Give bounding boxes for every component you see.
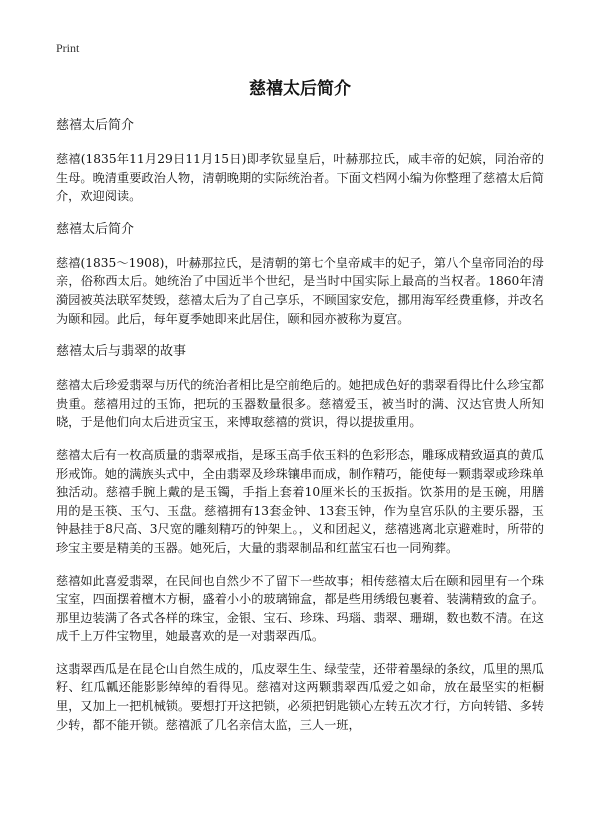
section-heading: 慈禧太后简介 [56, 221, 135, 237]
page-title: 慈禧太后简介 [249, 79, 351, 99]
section-heading: 慈禧太后与翡翠的故事 [56, 344, 187, 360]
paragraph: 慈禧如此喜爱翡翠，在民间也自然少不了留下一些故事；相传慈禧太后在颐和园里有一个珠宝室，四面摆着檀木方橱，盛着小小的玻璃锦盒，都是些用绣缎包裹着、装满精致的盒子。那里边装满了各式各样的珠宝，金银、宝石、珍珠、玛瑙、翡翠、珊瑚，数也数不清。在这成千上万件宝物里，她最喜欢的是一对翡翠西瓜。 [56, 573, 544, 644]
print-label: Print [56, 41, 80, 55]
paragraph: 慈禧太后有一枚高质量的翡翠戒指，是琢玉高手依玉料的色彩形态，雕琢成精致逼真的黄瓜形戒饰。她的满族头式中，全由翡翠及珍珠镶串而成，制作精巧，能使每一颗翡翠或珍珠单独活动。慈禧手腕上戴的是玉镯，手指上套着10厘米长的玉扳指。饮茶用的是玉碗，用膳用的是玉筷、玉勺、玉盘。慈禧拥有13套金钟、13套玉钟，作为皇宫乐队的主要乐器，玉钟悬挂于8尺高、3尺宽的雕刻精巧的钟架上。，义和团起义，慈禧逃离北京避难时，所带的珍宝主要是精美的玉器。她死后，大量的翡翠制品和红蓝宝石也一同殉葬。 [56, 447, 544, 555]
paragraph: 慈禧太后珍爱翡翠与历代的统治者相比是空前绝后的。她把成色好的翡翠看得比什么珍宝都贵重。慈禧用过的玉饰，把玩的玉器数量很多。慈禧爱玉，被当时的满、汉达官贵人所知晓，于是他们向太后进贡宝玉，来博取慈禧的赏识，得以提拔重用。 [56, 378, 544, 430]
paragraph: 慈禧(1835年11月29日11月15日)即孝钦显皇后，叶赫那拉氏，咸丰帝的妃嫔，同治帝的生母。晚清重要政治人物，清朝晚期的实际统治者。下面文档网小编为你整理了慈禧太后简介，欢迎阅读。 [56, 152, 544, 204]
paragraph: 慈禧(1835～1908)，叶赫那拉氏，是清朝的第七个皇帝咸丰的妃子，第八个皇帝同治的母亲，俗称西太后。她统治了中国近半个世纪，是当时中国实际上最高的当权者。1860年清漪园被英法联军焚毁，慈禧太后为了自己享乐，不顾国家安危，挪用海军经费重修，并改名为颐和园。此后，每年夏季她即来此居住，颐和园亦被称为夏宫。 [56, 255, 544, 326]
section-heading: 慈禧太后简介 [56, 118, 135, 133]
paragraph: 这翡翠西瓜是在昆仑山自然生成的，瓜皮翠生生、绿莹莹，还带着墨绿的条纹，瓜里的黑瓜籽、红瓜瓤还能影影绰绰的看得见。慈禧对这两颗翡翠西瓜爱之如命，放在最坚实的柜橱里，又加上一把机械锁。要想打开这把锁，必须把钥匙锁心左转五次才行，方向转错、多转少转，都不能开锁。慈禧派了几名亲信太监，三人一班， [56, 661, 544, 732]
